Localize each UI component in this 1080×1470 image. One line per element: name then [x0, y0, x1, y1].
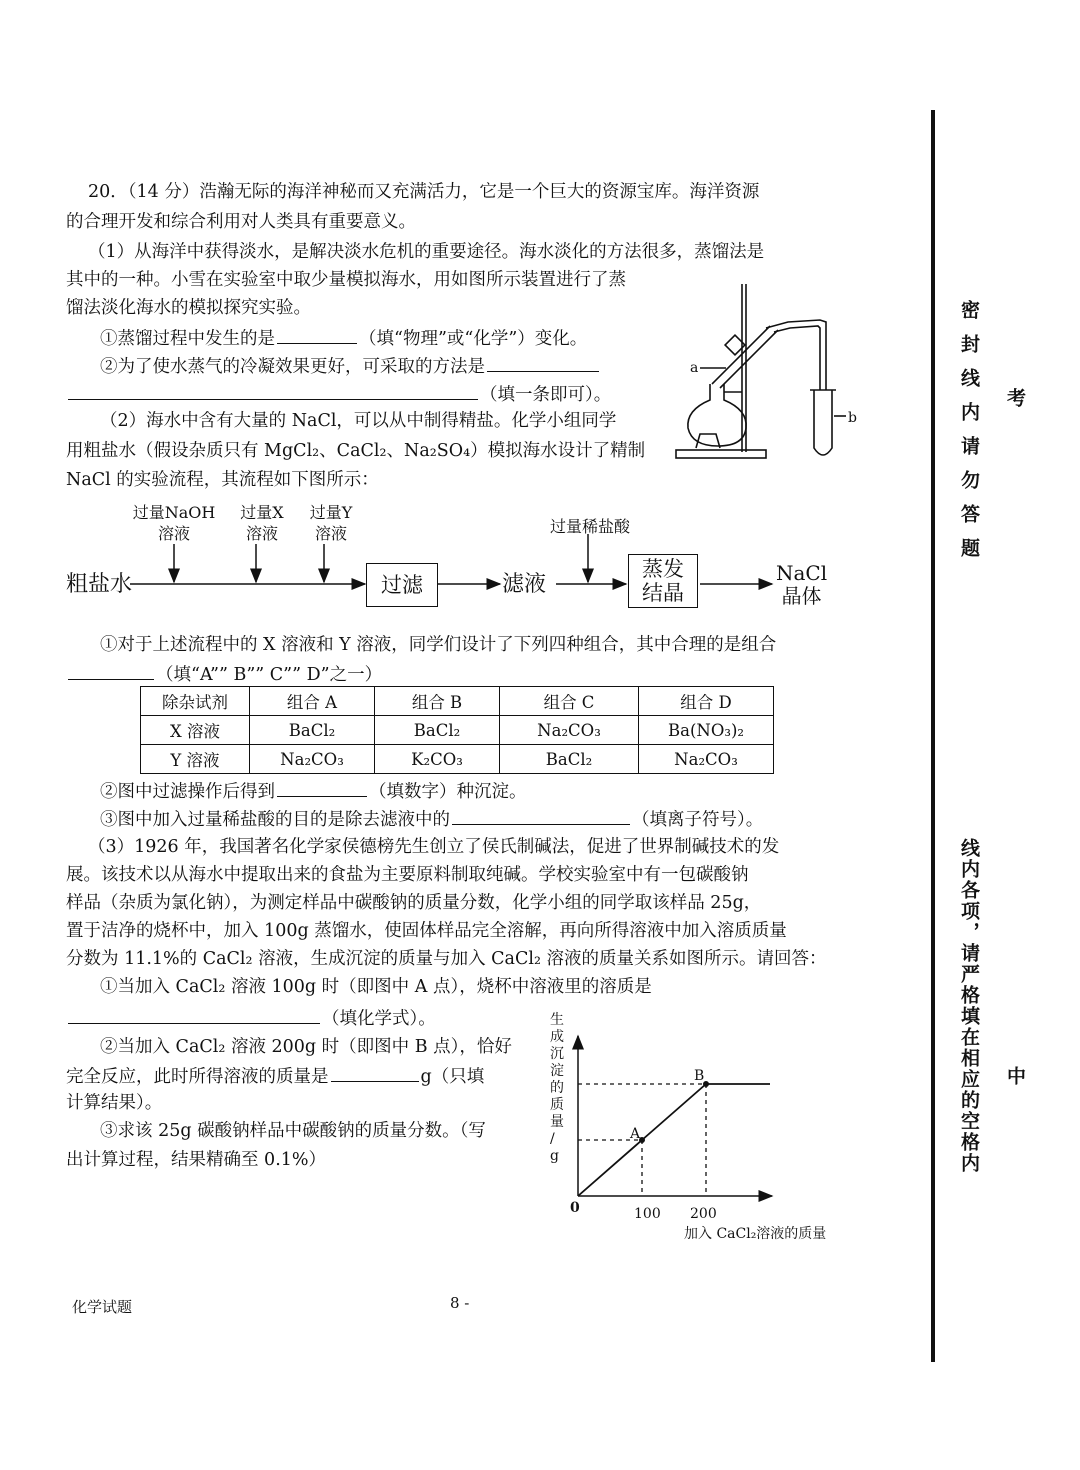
reagent-naoh-line1: 过量NaOH — [132, 503, 216, 522]
part2-intro: （2）海水中含有大量的 NaCl，可以从中制得精盐。化学小组同学 — [100, 411, 617, 431]
y-axis-label-char: 淀 — [550, 1063, 564, 1079]
q3-2-text: 完全反应，此时所得溶液的质量是 — [66, 1067, 329, 1087]
q1-2-cont — [66, 382, 611, 406]
point-b-label: B — [694, 1068, 705, 1084]
q1-1 — [100, 326, 587, 350]
part1-intro-3: 馏法淡化海水的模拟探究实验。 — [66, 298, 311, 318]
sidebar-char-bottom: 中 — [1004, 1066, 1026, 1085]
footer-subject: 化学试题 — [72, 1298, 133, 1316]
answer-blank-q3-1[interactable] — [68, 1006, 320, 1024]
sidebar-char-top: 考 — [1004, 388, 1026, 407]
part2-intro-3: NaCl 的实验流程，其流程如下图所示： — [66, 470, 379, 490]
answer-blank-q1-2b[interactable] — [68, 382, 478, 400]
table-cell: BaCl₂ — [375, 716, 500, 745]
x-tick-200: 200 — [690, 1206, 717, 1222]
answer-blank-q2-3[interactable] — [452, 807, 630, 825]
x-tick-100: 100 — [634, 1206, 661, 1222]
table-cell: Na₂CO₃ — [500, 716, 639, 745]
q3-1-hint: （填化学式）。 — [322, 1009, 436, 1029]
table-row — [141, 745, 774, 774]
table-header-cell: 组合 D — [639, 687, 774, 716]
table-cell: Na₂CO₃ — [639, 745, 774, 774]
reagent-y-line2: 溶液 — [314, 524, 347, 543]
q3-2: ②当加入 CaCl₂ 溶液 200g 时（即图中 B 点），恰好 — [100, 1037, 512, 1057]
y-axis-label-char: 量 — [550, 1114, 564, 1130]
q1-1-text: ①蒸馏过程中发生的是 — [100, 329, 275, 349]
table-cell: Y 溶液 — [141, 745, 250, 774]
reagent-y — [300, 502, 362, 544]
table-header-cell: 除杂试剂 — [141, 687, 250, 716]
answer-blank-q2-2[interactable] — [277, 779, 367, 797]
part3-intro: （3）1926 年，我国著名化学家侯德榜先生创立了侯氏制碱法，促进了世界制碱技术的发 — [88, 837, 780, 857]
apparatus-label-a: a — [690, 360, 699, 376]
y-axis-label-char: / — [550, 1131, 555, 1147]
q3-2-unit: g（只填 — [420, 1067, 485, 1087]
q1-2 — [100, 354, 601, 378]
answer-blank-q1-2a[interactable] — [487, 354, 599, 372]
table-cell: K₂CO₃ — [375, 745, 500, 774]
reagent-naoh-line2: 溶液 — [157, 524, 190, 543]
q3-3-cont: 出计算过程，结果精确至 0.1%） — [66, 1150, 327, 1170]
q3-3: ③求该 25g 碳酸钠样品中碳酸钠的质量分数。（写 — [100, 1121, 486, 1141]
q2-2 — [100, 779, 527, 803]
table-cell: BaCl₂ — [250, 716, 375, 745]
part1-intro: （1）从海洋中获得淡水，是解决淡水危机的重要途径。海水淡化的方法很多，蒸馏法是 — [88, 242, 765, 262]
q1-2-text: ②为了使水蒸气的冷凝效果更好，可采取的方法是 — [100, 357, 485, 377]
binding-line — [931, 110, 935, 1362]
reagent-x — [232, 502, 292, 544]
y-axis-label-char: g — [550, 1148, 559, 1164]
reagent-hcl: 过量稀盐酸 — [549, 517, 630, 536]
y-axis-label-char: 成 — [550, 1029, 564, 1045]
q3-2-end: 计算结果）。 — [66, 1093, 163, 1113]
table-header-cell: 组合 C — [500, 687, 639, 716]
q2-2-hint: （填数字）种沉淀。 — [369, 782, 527, 802]
origin-label: 0 — [570, 1200, 580, 1216]
y-axis-label-char: 质 — [550, 1097, 564, 1113]
q2-3-hint: （填离子符号）。 — [632, 810, 764, 830]
part3-intro-5: 分数为 11.1%的 CaCl₂ 溶液，生成沉淀的质量与加入 CaCl₂ 溶液的质量关系如图所示。请回答： — [66, 949, 827, 969]
question-header-cont: 的合理开发和综合利用对人类具有重要意义。 — [66, 212, 416, 232]
sidebar-notice-top: 密封线内请勿答题 — [958, 300, 980, 572]
table-cell: Ba(NO₃)₂ — [639, 716, 774, 745]
q1-2-hint: （填一条即可）。 — [480, 385, 612, 405]
y-axis-label-char: 沉 — [550, 1046, 564, 1062]
flow-middle: 滤液 — [502, 572, 547, 597]
table-cell: BaCl₂ — [500, 745, 639, 774]
reagent-x-line1: 过量X — [240, 503, 284, 522]
q3-1: ①当加入 CaCl₂ 溶液 100g 时（即图中 A 点），烧杯中溶液里的溶质是 — [100, 977, 652, 997]
series-segment — [642, 1084, 706, 1140]
part3-intro-4: 置于洁净的烧杯中，加入 100g 蒸馏水，使固体样品完全溶解，再向所得溶液中加入溶质质量 — [66, 921, 787, 941]
q1-1-hint: （填“物理”或“化学”）变化。 — [359, 329, 588, 349]
reagent-combination-table — [140, 686, 774, 774]
q2-3-text: ③图中加入过量稀盐酸的目的是除去滤液中的 — [100, 810, 450, 830]
q2-2-text: ②图中过滤操作后得到 — [100, 782, 275, 802]
reagent-naoh — [130, 502, 218, 544]
answer-blank-q3-2[interactable] — [331, 1064, 419, 1082]
distillation-apparatus — [670, 272, 870, 472]
apparatus-label-b: b — [848, 410, 857, 426]
precipitate-mass-graph — [540, 1010, 827, 1242]
q2-1-hint: （填“A”” B”” C”” D”之一） — [156, 665, 383, 685]
table-header-cell: 组合 A — [250, 687, 375, 716]
table-cell: Na₂CO₃ — [250, 745, 375, 774]
q3-2-cont — [66, 1064, 484, 1088]
x-axis-label: 加入 CaCl₂溶液的质量 — [684, 1226, 827, 1242]
y-axis-label-char: 的 — [550, 1080, 564, 1096]
table-header-row — [141, 687, 774, 716]
y-axis-label — [550, 1011, 564, 1164]
q2-3 — [100, 807, 763, 831]
flow-step-evaporate-line1: 蒸发 — [642, 557, 684, 581]
reagent-y-line1: 过量Y — [309, 503, 353, 522]
part1-intro-2: 其中的一种。小雪在实验室中取少量模拟海水，用如图所示装置进行了蒸 — [66, 270, 626, 290]
part3-intro-3: 样品（杂质为氯化钠），为测定样品中碳酸钠的质量分数，化学小组的同学取该样品 25g， — [66, 893, 762, 913]
flow-step-evaporate — [628, 554, 698, 608]
answer-blank-q2-1[interactable] — [68, 662, 154, 680]
table-row — [141, 716, 774, 745]
sidebar-notice-bottom: 线内各项，请严格填在相应的空格内 — [958, 838, 980, 1174]
footer-page-number: 8 - — [450, 1294, 470, 1312]
flow-step-filter: 过滤 — [366, 563, 438, 607]
flow-end — [776, 562, 827, 608]
q3-1-cont — [66, 1006, 436, 1030]
reagent-x-line2: 溶液 — [245, 524, 278, 543]
point-a-label: A — [630, 1126, 641, 1142]
table-header-cell: 组合 B — [375, 687, 500, 716]
y-axis-label-char: 生 — [550, 1012, 564, 1028]
flow-end-line2: 晶体 — [781, 584, 822, 608]
q2-1-cont — [66, 662, 382, 686]
data-series — [578, 1081, 770, 1196]
series-segment — [578, 1140, 642, 1196]
flow-step-evaporate-line2: 结晶 — [642, 581, 684, 605]
q2-1: ①对于上述流程中的 X 溶液和 Y 溶液，同学们设计了下列四种组合，其中合理的是组合 — [100, 635, 777, 655]
question-header: 20．（14 分）浩瀚无际的海洋神秘而又充满活力，它是一个巨大的资源宝库。海洋资源 — [88, 182, 760, 202]
part3-intro-2: 展。该技术以从海水中提取出来的食盐为主要原料制取纯碱。学校实验室中有一包碳酸钠 — [66, 865, 749, 885]
table-cell: X 溶液 — [141, 716, 250, 745]
answer-blank-q1-1[interactable] — [277, 326, 357, 344]
flow-end-line1: NaCl — [776, 561, 828, 585]
part2-intro-2: 用粗盐水（假设杂质只有 MgCl₂、CaCl₂、Na₂SO₄）模拟海水设计了精制 — [66, 441, 646, 461]
flow-start: 粗盐水 — [66, 572, 133, 597]
